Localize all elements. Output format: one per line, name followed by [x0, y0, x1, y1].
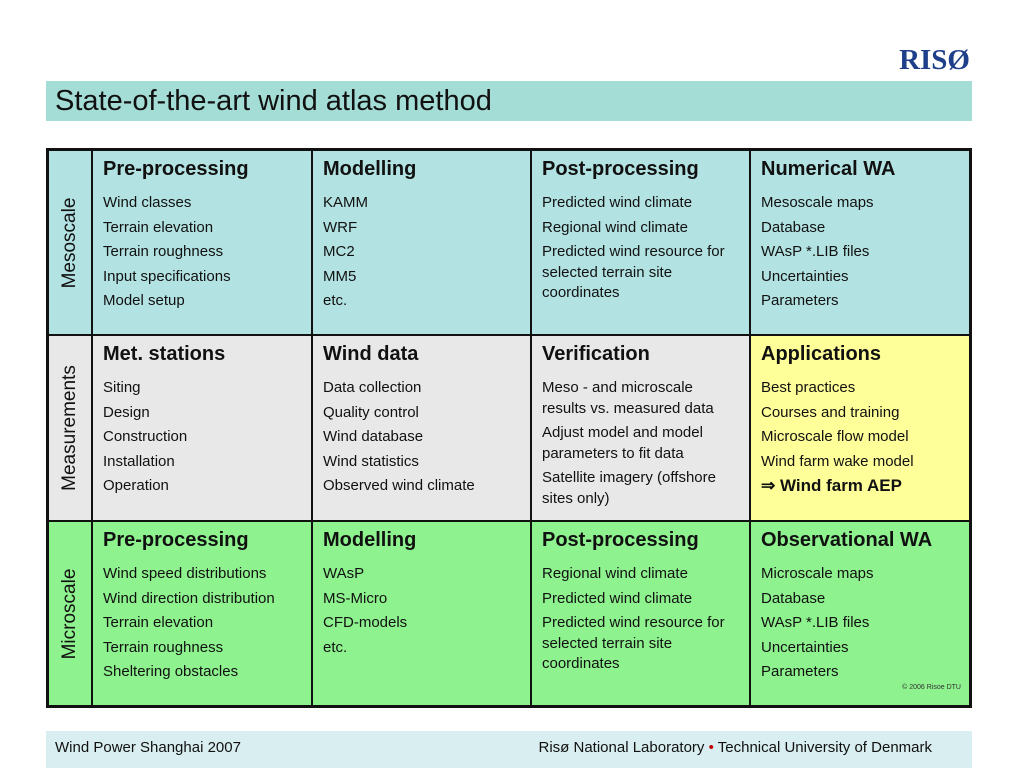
cell-heading: Met. stations [103, 343, 226, 365]
list-item: WAsP *.LIB files [761, 243, 870, 260]
footer-lab: Risø National Laboratory [538, 739, 709, 756]
item-list [103, 564, 303, 683]
list-item: Satellite imagery (offshore sites only) [542, 469, 716, 507]
cell-heading: Pre-processing [103, 158, 249, 180]
cell-heading: Modelling [323, 529, 417, 551]
method-table [46, 148, 972, 708]
cell-heading: Verification [542, 343, 650, 365]
list-item: CFD-models [323, 614, 408, 631]
footer [46, 731, 972, 768]
page-title: State-of-the-art wind atlas method [55, 85, 492, 117]
list-item: MC2 [323, 243, 355, 260]
list-item: Wind direction distribution [103, 589, 275, 607]
list-item: Microscale flow model [761, 428, 909, 445]
wind-farm-aep-item: ⇒ Wind farm AEP [761, 476, 902, 495]
cell-heading: Numerical WA [761, 158, 896, 180]
cell-micro-observational-wa [751, 522, 969, 705]
list-item: Database [761, 218, 826, 236]
cell-meas-verification [532, 336, 751, 522]
cell-meas-wind-data [313, 336, 532, 522]
list-item: Microscale maps [761, 565, 874, 582]
cell-micro-postprocessing [532, 522, 751, 705]
list-item: Wind farm wake model [761, 452, 914, 470]
list-item: Predicted wind resource for selected terrain site coordinates [542, 614, 725, 672]
item-list [761, 378, 961, 497]
list-item: Operation [103, 477, 169, 494]
title-bar [46, 81, 972, 121]
list-item: Quality control [323, 403, 419, 421]
list-item: Parameters [761, 292, 839, 309]
list-item: MM5 [323, 267, 357, 285]
list-item: Parameters [761, 663, 839, 680]
list-item: Data collection [323, 379, 422, 396]
cell-heading: Pre-processing [103, 529, 249, 551]
list-item: Predicted wind climate [542, 194, 693, 211]
item-list [103, 378, 303, 497]
item-list [103, 193, 303, 312]
item-list [323, 193, 522, 312]
list-item: Database [761, 589, 826, 607]
list-item: WRF [323, 218, 358, 236]
item-list [761, 193, 961, 312]
cell-meas-applications [751, 336, 969, 522]
copyright-note: © 2006 Risoe DTU [902, 684, 961, 691]
list-item: Regional wind climate [542, 565, 688, 582]
list-item: Courses and training [761, 403, 900, 421]
list-item: Sheltering obstacles [103, 663, 239, 680]
item-list [323, 564, 522, 658]
list-item: Meso - and microscale results vs. measured data [542, 379, 714, 417]
item-list [542, 378, 741, 509]
list-item: Wind database [323, 428, 424, 445]
list-item: Model setup [103, 292, 185, 309]
cell-heading: Observational WA [761, 529, 933, 551]
row-label-text: Microscale [59, 568, 80, 659]
cell-meso-postprocessing [532, 151, 751, 336]
footer-bullet: • [708, 739, 714, 756]
list-item: Observed wind climate [323, 477, 475, 494]
riso-logo: RISØ [899, 44, 970, 76]
footer-institution [539, 739, 932, 756]
list-item: Terrain roughness [103, 638, 224, 656]
list-item: Predicted wind climate [542, 589, 693, 607]
cell-meso-preprocessing [93, 151, 313, 336]
footer-event: Wind Power Shanghai 2007 [55, 739, 241, 756]
list-item: Terrain roughness [103, 243, 224, 260]
item-list [542, 564, 741, 675]
row-label-mesoscale [49, 151, 93, 336]
list-item: WAsP *.LIB files [761, 614, 870, 631]
list-item: Mesoscale maps [761, 194, 874, 211]
list-item: Wind classes [103, 194, 192, 211]
list-item: Regional wind climate [542, 218, 688, 236]
list-item: Uncertainties [761, 638, 849, 656]
list-item: MS-Micro [323, 589, 388, 607]
row-label-measurements [49, 336, 93, 522]
list-item: Design [103, 403, 150, 421]
list-item: etc. [323, 638, 348, 656]
cell-meso-modelling [313, 151, 532, 336]
cell-heading: Post-processing [542, 529, 699, 551]
item-list [542, 193, 741, 304]
cell-heading: Applications [761, 343, 882, 365]
list-item: Wind statistics [323, 452, 419, 470]
cell-heading: Modelling [323, 158, 417, 180]
row-label-text: Measurements [59, 365, 80, 491]
cell-meas-met-stations [93, 336, 313, 522]
list-item: Input specifications [103, 267, 231, 285]
cell-micro-modelling [313, 522, 532, 705]
list-item: Predicted wind resource for selected terrain site coordinates [542, 243, 725, 301]
list-item: Terrain elevation [103, 614, 214, 631]
list-item: Best practices [761, 379, 856, 396]
row-label-microscale [49, 522, 93, 705]
list-item: Installation [103, 452, 175, 470]
list-item: KAMM [323, 194, 368, 211]
list-item: WAsP [323, 565, 365, 582]
list-item: Wind speed distributions [103, 565, 267, 582]
cell-heading: Post-processing [542, 158, 699, 180]
cell-heading: Wind data [323, 343, 419, 365]
list-item: Adjust model and model parameters to fit data [542, 424, 703, 462]
list-item: etc. [323, 292, 348, 309]
item-list [323, 378, 522, 497]
cell-micro-preprocessing [93, 522, 313, 705]
list-item: Uncertainties [761, 267, 849, 285]
footer-university: Technical University of Denmark [713, 739, 932, 756]
list-item: Siting [103, 379, 141, 396]
list-item: Construction [103, 428, 188, 445]
list-item: Terrain elevation [103, 218, 214, 236]
cell-meso-numerical-wa [751, 151, 969, 336]
item-list [761, 564, 961, 683]
row-label-text: Mesoscale [59, 197, 80, 288]
